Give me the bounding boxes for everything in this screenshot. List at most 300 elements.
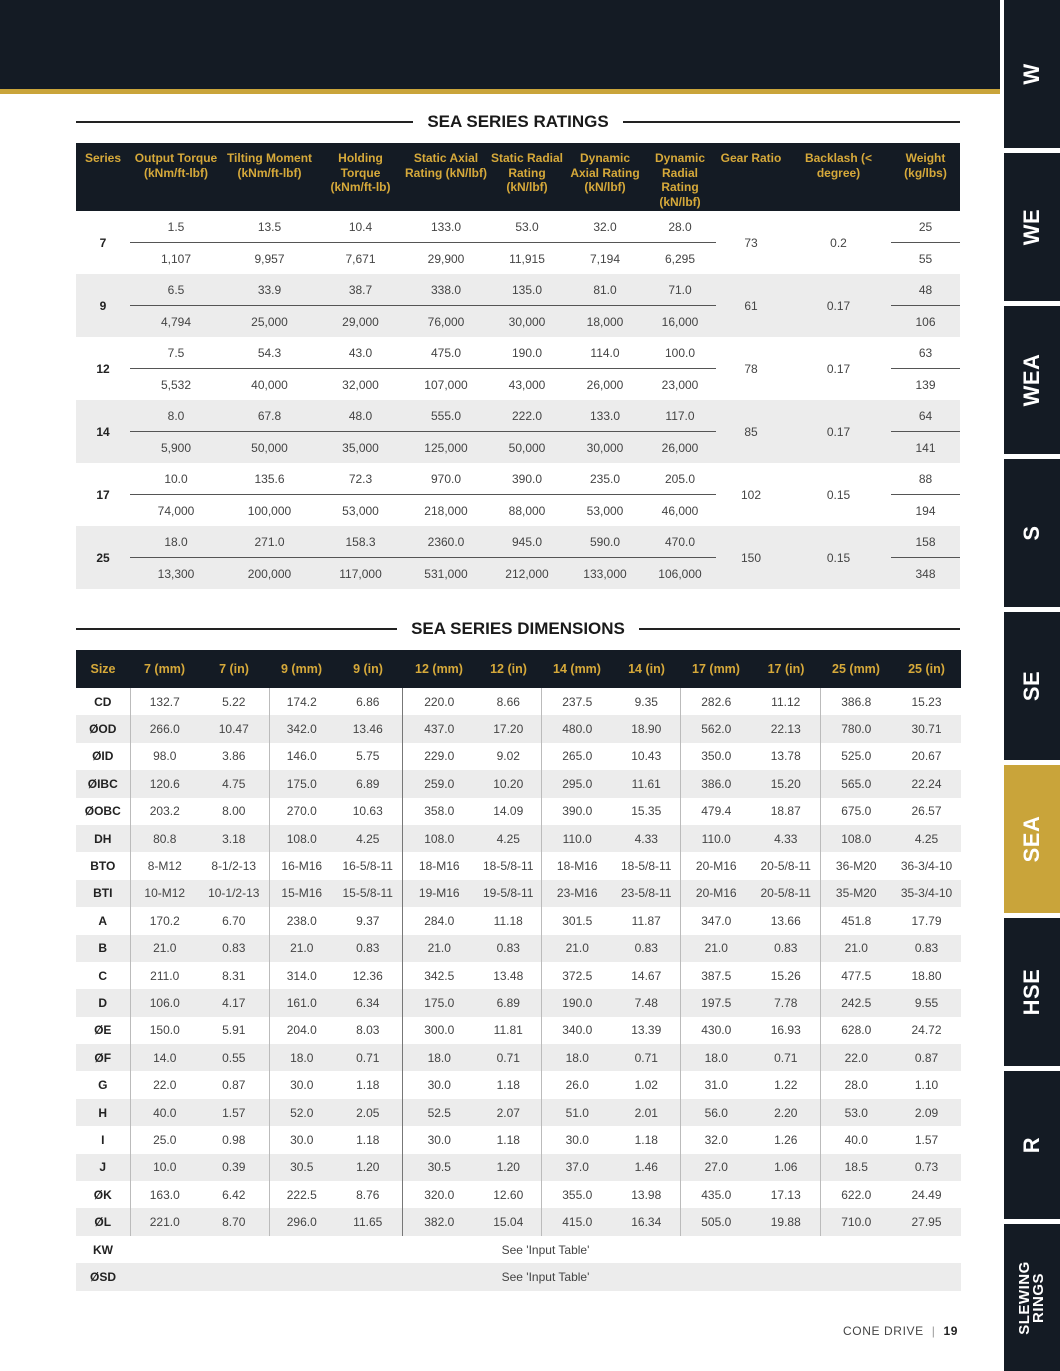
dimension-value: 222.5 (269, 1181, 334, 1208)
column-header: 7 (mm) (130, 650, 199, 688)
imperial-cell: 53,000 (586, 503, 624, 518)
dimension-value: 161.0 (269, 989, 334, 1016)
dimension-value: 350.0 (680, 743, 752, 770)
table-row (76, 907, 961, 934)
dimension-value: 13.66 (770, 913, 801, 928)
dimension-value: 27.0 (680, 1154, 752, 1181)
dimension-value: 18.87 (770, 804, 801, 819)
dimension-value: 9.02 (496, 749, 520, 764)
imperial-cell: 88,000 (508, 503, 546, 518)
tab-se[interactable] (1004, 612, 1060, 760)
dimension-label: ØID (92, 749, 114, 764)
dimension-value: 9.55 (892, 989, 961, 1016)
dimension-value: 35-3/4-10 (892, 880, 961, 907)
dimension-value: 8.31 (222, 968, 246, 983)
dimension-value: 6.89 (476, 989, 541, 1016)
imperial-cell: 11,915 (509, 251, 545, 266)
table-row (76, 526, 960, 558)
dimension-value: 19.88 (752, 1208, 820, 1235)
dimension-value: 10.63 (334, 798, 402, 825)
dimension-value: 16-M16 (269, 852, 334, 879)
dimension-value: 0.83 (613, 935, 680, 962)
metric-cell: 72.3 (317, 463, 404, 495)
dimension-value: 17.20 (476, 715, 541, 742)
dimension-value: 20.67 (911, 749, 942, 764)
dimension-value: 675.0 (820, 798, 892, 825)
dimension-value: 170.2 (130, 907, 199, 934)
dimension-value: 18.5 (820, 1154, 892, 1181)
metric-cell: 13.5 (222, 211, 317, 243)
dimension-label: BTI (76, 880, 130, 907)
dimension-value: 710.0 (820, 1208, 892, 1235)
metric-cell: 81.0 (566, 274, 644, 306)
metric-cell: 158.3 (317, 526, 404, 558)
table-row (76, 1263, 961, 1290)
imperial-cell: 29,000 (317, 306, 404, 338)
dimension-value: 430.0 (680, 1017, 752, 1044)
gear-ratio-cell: 78 (744, 361, 758, 376)
dimension-label: ØIBC (76, 770, 130, 797)
dimension-value: 15-M16 (269, 880, 334, 907)
column-header: Output Torque (kNm/ft-lbf) (130, 143, 222, 211)
dimension-value: 342.5 (424, 968, 455, 983)
dimension-label: ØL (76, 1208, 130, 1235)
metric-cell: 10.4 (317, 211, 404, 243)
dimension-value: 295.0 (541, 770, 613, 797)
dimension-value: 36-M20 (820, 852, 892, 879)
imperial-cell: 18,000 (566, 306, 644, 338)
tab-slewing-rings[interactable] (1004, 1224, 1060, 1371)
metric-cell: 6.5 (130, 274, 222, 306)
dimension-label: CD (94, 694, 112, 709)
metric-cell: 8.0 (130, 400, 222, 432)
dimension-value: 23-5/8-11 (613, 880, 680, 907)
table-row (76, 1099, 961, 1126)
tab-label: SEA (1019, 815, 1044, 863)
dimensions-title-text: SEA SERIES DIMENSIONS (397, 619, 639, 638)
imperial-cell: 32,000 (342, 377, 379, 392)
dimension-value: 2.05 (334, 1099, 402, 1126)
dimension-value: 30.5 (402, 1154, 476, 1181)
dimension-value: 2.09 (892, 1099, 961, 1126)
dimension-value: 301.5 (541, 907, 613, 934)
table-row (76, 825, 961, 852)
column-header: 7 (in) (199, 650, 269, 688)
dimension-value: 6.70 (222, 913, 246, 928)
dimension-value: 21.0 (269, 935, 334, 962)
tab-label: S (1019, 525, 1044, 541)
dimension-value: 415.0 (541, 1208, 613, 1235)
dimension-value: 437.0 (402, 715, 476, 742)
dimension-value: 6.34 (334, 989, 402, 1016)
dimension-value: 780.0 (820, 715, 892, 742)
dimension-value: 120.6 (130, 770, 199, 797)
dimension-value: 20-M16 (680, 880, 752, 907)
tab-w[interactable] (1004, 0, 1060, 148)
dimension-label: ØOD (76, 715, 130, 742)
column-header: 17 (in) (752, 650, 820, 688)
dimension-value: 31.0 (680, 1071, 752, 1098)
dimension-value: 390.0 (541, 798, 613, 825)
dimension-value: 56.0 (680, 1099, 752, 1126)
column-header: 9 (in) (334, 650, 402, 688)
table-row (76, 715, 961, 742)
dimension-value: 296.0 (269, 1208, 334, 1235)
dimension-label: ØF (76, 1044, 130, 1071)
dimension-value: 4.25 (476, 825, 541, 852)
dimension-value: 204.0 (269, 1017, 334, 1044)
dimension-value: 18.0 (541, 1044, 613, 1071)
table-row (76, 1154, 961, 1181)
metric-cell: 135.6 (222, 463, 317, 495)
tab-label: WEA (1019, 353, 1044, 407)
imperial-cell: 13,300 (130, 558, 222, 590)
dimension-value: 30.0 (269, 1126, 334, 1153)
dimension-value: 505.0 (680, 1208, 752, 1235)
imperial-cell: 40,000 (251, 377, 288, 392)
tab-hse[interactable] (1004, 918, 1060, 1066)
column-header: 14 (mm) (541, 650, 613, 688)
column-header: Series (76, 143, 130, 211)
column-header: 12 (mm) (402, 650, 476, 688)
imperial-cell: 6,295 (664, 251, 696, 266)
weight-lbs-cell: 106 (891, 306, 960, 338)
dimension-value: 19-5/8-11 (476, 880, 541, 907)
table-row (76, 962, 961, 989)
dimension-value: 1.57 (199, 1099, 269, 1126)
imperial-cell: 26,000 (644, 432, 716, 464)
imperial-cell: 25,000 (222, 306, 317, 338)
column-header: Size (76, 650, 130, 688)
imperial-cell: 26,000 (586, 377, 624, 392)
dimension-value: 6.86 (334, 688, 402, 715)
imperial-cell: 16,000 (644, 306, 716, 338)
dimension-value: 314.0 (269, 962, 334, 989)
dimension-value: 37.0 (541, 1154, 613, 1181)
table-row (76, 688, 961, 715)
weight-kg-cell: 25 (891, 211, 960, 243)
dimension-value: 8.03 (334, 1017, 402, 1044)
column-header: Tilting Moment (kNm/ft-lbf) (222, 143, 317, 211)
metric-cell: 7.5 (130, 337, 222, 369)
imperial-cell: 7,194 (589, 251, 621, 266)
metric-cell: 33.9 (222, 274, 317, 306)
backlash-cell: 0.17 (786, 274, 891, 337)
dimension-value: 16.93 (770, 1023, 801, 1038)
dimension-label: I (101, 1132, 105, 1147)
dimension-value: See 'Input Table' (501, 1242, 590, 1257)
table-row (76, 743, 961, 770)
dimension-value: 13.78 (770, 749, 801, 764)
dimension-label: KW (93, 1242, 113, 1257)
column-header: 9 (mm) (269, 650, 334, 688)
dimension-value: 4.17 (199, 989, 269, 1016)
dimension-label: C (98, 968, 108, 983)
backlash-cell: 0.15 (786, 526, 891, 589)
dimension-value: 26.0 (541, 1071, 613, 1098)
dimension-value: 0.71 (752, 1044, 820, 1071)
dimension-value: 132.7 (130, 688, 199, 715)
weight-lbs-cell: 348 (891, 558, 960, 590)
dimension-value: 175.0 (269, 770, 334, 797)
metric-cell: 38.7 (317, 274, 404, 306)
imperial-cell: 106,000 (644, 558, 716, 590)
weight-lbs-cell: 194 (915, 503, 936, 518)
table-row (76, 1126, 961, 1153)
imperial-cell: 5,532 (160, 377, 192, 392)
imperial-cell: 218,000 (424, 503, 468, 518)
tab-label: W (1019, 63, 1044, 85)
series-cell: 14 (76, 400, 130, 463)
backlash-cell: 0.17 (786, 400, 891, 463)
gear-ratio-cell: 61 (716, 274, 786, 337)
dimension-value: 284.0 (424, 913, 455, 928)
table-row (76, 337, 960, 369)
table-row (76, 1208, 961, 1235)
dimension-value: 1.18 (634, 1132, 658, 1147)
column-header: 14 (in) (613, 650, 680, 688)
dimension-label: B (76, 935, 130, 962)
metric-cell: 590.0 (566, 526, 644, 558)
dimension-value: 18.0 (269, 1044, 334, 1071)
metric-cell: 2360.0 (404, 526, 488, 558)
imperial-cell: 53,000 (342, 503, 379, 518)
dimension-value: 0.71 (334, 1044, 402, 1071)
header-band (0, 0, 1000, 89)
dimension-value: 451.8 (820, 907, 892, 934)
dimension-value: 5.22 (222, 694, 246, 709)
imperial-cell: 133,000 (566, 558, 644, 590)
table-row (76, 880, 961, 907)
dimension-value: See 'Input Table' (130, 1263, 961, 1290)
series-cell: 9 (76, 274, 130, 337)
dimension-value: 4.33 (752, 825, 820, 852)
dimension-value: 21.0 (130, 935, 199, 962)
dimension-value: 11.81 (493, 1023, 523, 1038)
dimension-value: 110.0 (541, 825, 613, 852)
dimension-value: 14.09 (493, 804, 524, 819)
dimension-value: 0.39 (199, 1154, 269, 1181)
dimension-value: 28.0 (820, 1071, 892, 1098)
dimension-value: 30.0 (269, 1071, 334, 1098)
dimension-value: 30.0 (427, 1078, 451, 1093)
dimension-value: 8.70 (199, 1208, 269, 1235)
column-header: 12 (in) (476, 650, 541, 688)
dimension-value: 15.20 (752, 770, 820, 797)
metric-cell: 133.0 (404, 211, 488, 243)
dimension-value: 4.25 (892, 825, 961, 852)
gear-ratio-cell: 150 (716, 526, 786, 589)
imperial-cell: 46,000 (661, 503, 699, 518)
dimension-value: 0.71 (476, 1044, 541, 1071)
dimension-value: 0.98 (222, 1132, 246, 1147)
dimension-value: 622.0 (820, 1181, 892, 1208)
metric-cell: 338.0 (404, 274, 488, 306)
dimension-value: 386.8 (820, 688, 892, 715)
dimension-label: H (76, 1099, 130, 1126)
metric-cell: 133.0 (566, 400, 644, 432)
series-cell: 7 (99, 235, 107, 250)
dimension-value: 3.18 (199, 825, 269, 852)
ratings-title-text: SEA SERIES RATINGS (413, 112, 622, 131)
table-row (76, 935, 961, 962)
dimension-value: 18.90 (613, 715, 680, 742)
weight-kg-cell: 64 (891, 400, 960, 432)
dimension-value: 40.0 (820, 1126, 892, 1153)
gear-ratio-cell: 73 (744, 235, 758, 250)
dimension-value: 10.47 (199, 715, 269, 742)
dimension-label: D (76, 989, 130, 1016)
dimension-value: 355.0 (541, 1181, 613, 1208)
dimension-value: 259.0 (402, 770, 476, 797)
imperial-cell: 100,000 (247, 503, 292, 518)
metric-cell: 114.0 (566, 337, 644, 369)
dimension-value: 13.39 (631, 1023, 662, 1038)
dimension-value: 35-M20 (820, 880, 892, 907)
metric-cell: 10.0 (130, 463, 222, 495)
table-row (76, 989, 961, 1016)
table-row (76, 798, 961, 825)
column-header: Static Radial Rating (kN/lbf) (488, 143, 566, 211)
column-header: Static Axial Rating (kN/lbf) (404, 143, 488, 211)
dimension-value: 211.0 (130, 962, 199, 989)
dimension-value: 628.0 (820, 1017, 892, 1044)
dimension-value: 6.42 (222, 1187, 246, 1202)
metric-cell: 28.0 (644, 211, 716, 243)
imperial-cell: 107,000 (424, 377, 468, 392)
dimension-value: 10.20 (476, 770, 541, 797)
imperial-cell: 212,000 (488, 558, 566, 590)
column-header: Dynamic Radial Rating (kN/lbf) (644, 143, 716, 211)
imperial-cell: 23,000 (661, 377, 699, 392)
dimension-value: 24.72 (911, 1023, 942, 1038)
dimension-label: DH (76, 825, 130, 852)
dimension-value: 21.0 (680, 935, 752, 962)
dimension-value: 11.65 (334, 1208, 402, 1235)
dimension-value: 1.18 (334, 1071, 402, 1098)
imperial-cell: 4,794 (130, 306, 222, 338)
table-row (76, 1017, 961, 1044)
dimension-value: 25.0 (130, 1126, 199, 1153)
dimensions-table (76, 650, 961, 1291)
dimension-label: ØOBC (84, 804, 121, 819)
header-accent-line (0, 89, 1000, 94)
tab-label: SE (1019, 670, 1044, 702)
series-cell: 25 (76, 526, 130, 589)
dimension-value: 108.0 (820, 825, 892, 852)
metric-cell: 53.0 (488, 211, 566, 243)
imperial-cell: 1,107 (160, 251, 192, 266)
dimension-label: J (76, 1154, 130, 1181)
dimension-value: 340.0 (541, 1017, 613, 1044)
dimension-value: 21.0 (402, 935, 476, 962)
column-header: Weight (kg/lbs) (891, 143, 960, 211)
dimension-value: 479.4 (680, 798, 752, 825)
metric-cell: 555.0 (404, 400, 488, 432)
tab-r[interactable] (1004, 1071, 1060, 1219)
imperial-cell: 200,000 (222, 558, 317, 590)
tab-label: R (1019, 1136, 1044, 1154)
dimensions-title (76, 619, 960, 639)
dimension-value: 14.67 (631, 968, 662, 983)
dimension-value: 229.0 (424, 749, 455, 764)
dimension-value: 0.87 (892, 1044, 961, 1071)
dimension-value: 0.83 (752, 935, 820, 962)
dimension-value: 5.91 (222, 1023, 246, 1038)
metric-cell: 390.0 (488, 463, 566, 495)
tab-wea[interactable] (1004, 306, 1060, 454)
metric-cell: 48.0 (317, 400, 404, 432)
dimension-value: 10.0 (130, 1154, 199, 1181)
table-row (76, 770, 961, 797)
gear-ratio-cell: 85 (716, 400, 786, 463)
table-row (76, 400, 960, 432)
dimension-value: 320.0 (424, 1187, 455, 1202)
dimension-value: 175.0 (402, 989, 476, 1016)
dimension-value: 3.86 (222, 749, 246, 764)
column-header: Backlash (< degree) (786, 143, 891, 211)
dimension-value: 51.0 (541, 1099, 613, 1126)
weight-lbs-cell: 55 (918, 251, 933, 266)
dimension-value: 11.12 (771, 694, 801, 709)
dimension-value: 18-M16 (418, 859, 460, 874)
dimension-value: 98.0 (130, 743, 199, 770)
dimension-label: A (98, 913, 108, 928)
dimension-value: 5.75 (334, 743, 402, 770)
dimension-value: 203.2 (130, 798, 199, 825)
tab-label: SLEWING RINGS (1016, 1260, 1047, 1335)
dimension-value: 282.6 (680, 688, 752, 715)
table-row (76, 852, 961, 879)
tab-sea[interactable] (1004, 765, 1060, 913)
metric-cell: 18.0 (130, 526, 222, 558)
dimension-value: 13.48 (493, 968, 524, 983)
dimension-value: 22.24 (892, 770, 961, 797)
weight-kg-cell: 158 (891, 526, 960, 558)
imperial-cell: 50,000 (222, 432, 317, 464)
page-footer (843, 1324, 958, 1338)
dimension-value: 10-1/2-13 (199, 880, 269, 907)
metric-cell: 190.0 (488, 337, 566, 369)
dimension-value: 386.0 (680, 770, 752, 797)
dimension-value: 237.5 (541, 688, 613, 715)
column-header: 25 (mm) (820, 650, 892, 688)
dimension-value: 22.13 (752, 715, 820, 742)
tab-label: WE (1019, 208, 1044, 246)
dimension-value: 17.79 (911, 913, 942, 928)
page-number: 19 (943, 1324, 958, 1338)
tab-we[interactable] (1004, 153, 1060, 301)
metric-cell: 235.0 (566, 463, 644, 495)
dimension-value: 13.46 (334, 715, 402, 742)
weight-kg-cell: 88 (891, 463, 960, 495)
dimension-label: ØK (93, 1187, 112, 1202)
dimension-value: 266.0 (130, 715, 199, 742)
tab-s[interactable] (1004, 459, 1060, 607)
dimension-value: 10-M12 (130, 880, 199, 907)
imperial-cell: 76,000 (404, 306, 488, 338)
dimension-value: 106.0 (130, 989, 199, 1016)
dimension-value: 8-M12 (130, 852, 199, 879)
imperial-cell: 74,000 (157, 503, 195, 518)
dimension-value: 32.0 (680, 1126, 752, 1153)
dimension-label: G (98, 1078, 108, 1093)
dimension-value: 347.0 (680, 907, 752, 934)
metric-cell: 67.8 (222, 400, 317, 432)
dimension-value: 14.0 (130, 1044, 199, 1071)
table-row (76, 1044, 961, 1071)
dimension-value: 52.5 (402, 1099, 476, 1126)
